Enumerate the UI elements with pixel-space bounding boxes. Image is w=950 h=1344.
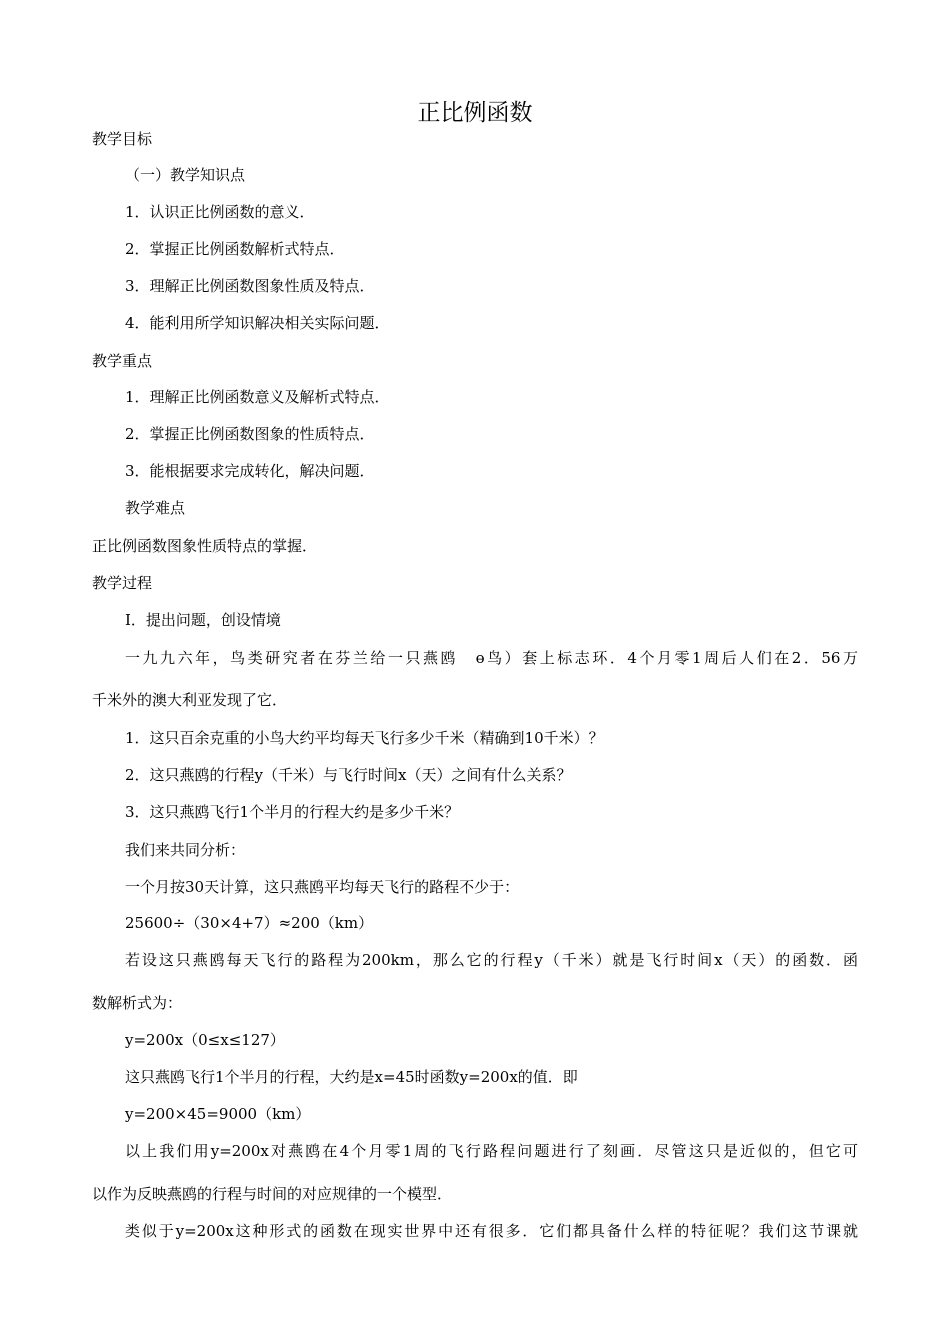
paragraph-1-line-2: 千米外的澳大利亚发现了它． [92, 691, 288, 709]
paragraph-4-line-1: 以上我们用y=200x对燕鸥在4个月零1周的飞行路程问题进行了刻画．尽管这只是近似的，但它可 [125, 1142, 858, 1160]
question-2: 2．这只燕鸥的行程y（千米）与飞行时间x（天）之间有什么关系？ [125, 766, 572, 784]
analysis-text: 一个月按30天计算，这只燕鸥平均每天飞行的路程不少于： [125, 878, 520, 896]
formula-3: y=200×45=9000（km） [125, 1105, 311, 1123]
key-point-3: 3．能根据要求完成转化，解决问题． [125, 462, 375, 480]
heading-difficulties: 教学难点 [125, 499, 186, 517]
paragraph-1-line-1: 一九九六年，鸟类研究者在芬兰给一只燕鸥 ɵ鸟）套上标志环．4个月零1周后人们在2．56万 [125, 649, 858, 667]
goal-item-2: 2．掌握正比例函数解析式特点． [125, 240, 345, 258]
question-3: 3．这只燕鸥飞行1个半月的行程大约是多少千米？ [125, 803, 460, 821]
formula-2: y=200x（0≤x≤127） [125, 1031, 285, 1049]
paragraph-3: 这只燕鸥飞行1个半月的行程，大约是x=45时函数y=200x的值．即 [125, 1068, 578, 1086]
goal-item-1: 1．认识正比例函数的意义． [125, 203, 315, 221]
key-point-2: 2．掌握正比例函数图象的性质特点． [125, 425, 375, 443]
document-title: 正比例函数 [417, 100, 533, 126]
key-point-1: 1．理解正比例函数意义及解析式特点． [125, 388, 390, 406]
subheading-knowledge-points: （一）教学知识点 [125, 166, 246, 184]
question-1: 1．这只百余克重的小鸟大约平均每天飞行多少千米（精确到10千米）？ [125, 729, 604, 747]
difficulty-text: 正比例函数图象性质特点的掌握． [92, 537, 318, 555]
paragraph-2-line-2: 数解析式为： [92, 994, 183, 1012]
paragraph-2-line-1: 若设这只燕鸥每天飞行的路程为200km，那么它的行程y（千米）就是飞行时间x（天）的函数．函 [125, 951, 858, 969]
heading-teaching-process: 教学过程 [92, 574, 153, 592]
paragraph-5-line-1: 类似于y=200x这种形式的函数在现实世界中还有很多．它们都具备什么样的特征呢？我们这节课就 [125, 1222, 858, 1240]
formula-1: 25600÷（30×4+7）≈200（km） [125, 914, 374, 932]
section-1-heading: Ⅰ．提出问题，创设情境 [125, 611, 281, 629]
analysis-intro: 我们来共同分析： [125, 841, 246, 859]
heading-teaching-goals: 教学目标 [92, 130, 153, 148]
goal-item-3: 3．理解正比例函数图象性质及特点． [125, 277, 375, 295]
heading-key-points: 教学重点 [92, 352, 153, 370]
paragraph-4-line-2: 以作为反映燕鸥的行程与时间的对应规律的一个模型． [92, 1185, 453, 1203]
goal-item-4: 4．能利用所学知识解决相关实际问题． [125, 314, 390, 332]
